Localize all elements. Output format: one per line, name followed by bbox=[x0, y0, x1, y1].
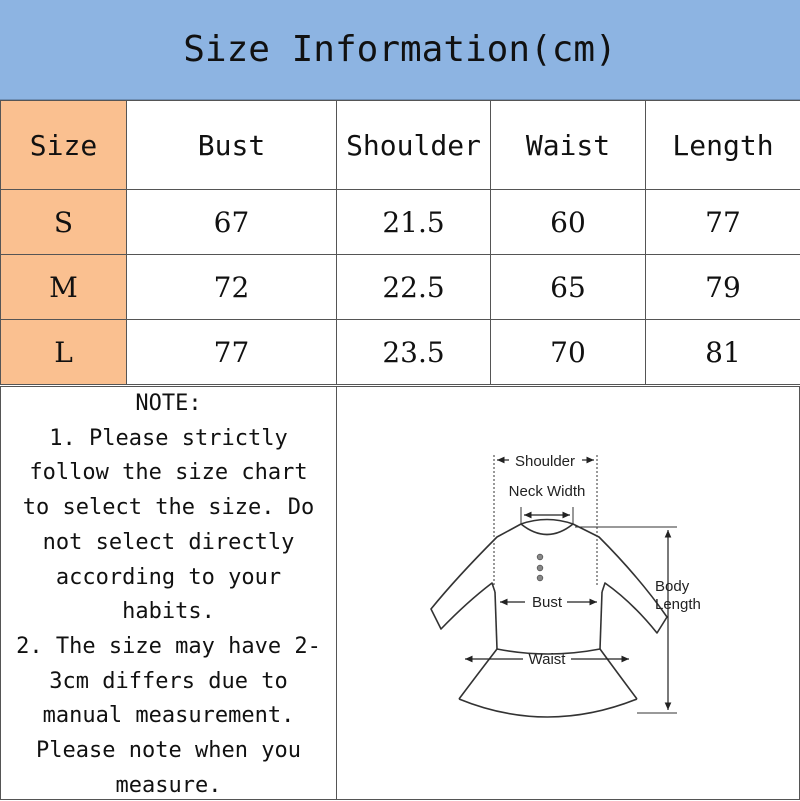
header-bust: Bust bbox=[127, 101, 337, 190]
neck-width-label: Neck Width bbox=[509, 483, 586, 500]
header-size: Size bbox=[1, 101, 127, 190]
length-cell: 79 bbox=[646, 255, 800, 320]
header-waist: Waist bbox=[491, 101, 646, 190]
bust-cell: 67 bbox=[127, 190, 337, 255]
neck-width-measure bbox=[509, 483, 586, 515]
shoulder-cell: 21.5 bbox=[337, 190, 491, 255]
note-line: habits. bbox=[1, 595, 336, 630]
button-dots bbox=[537, 554, 543, 581]
note-line: follow the size chart bbox=[1, 456, 336, 491]
table-row bbox=[1, 320, 800, 385]
bust-cell: 77 bbox=[127, 320, 337, 385]
shoulder-cell: 22.5 bbox=[337, 255, 491, 320]
waist-label: Waist bbox=[529, 651, 567, 668]
size-cell: S bbox=[1, 190, 127, 255]
table-header-row bbox=[1, 101, 800, 190]
note-heading: NOTE: bbox=[1, 387, 336, 422]
shoulder-cell: 23.5 bbox=[337, 320, 491, 385]
body-length-label-line1: Body bbox=[655, 578, 690, 595]
waist-cell: 70 bbox=[491, 320, 646, 385]
page-title: Size Information(cm) bbox=[0, 0, 800, 100]
note-line: Please note when you bbox=[1, 734, 336, 769]
shoulder-label: Shoulder bbox=[515, 453, 575, 470]
note-line: not select directly bbox=[1, 526, 336, 561]
header-length: Length bbox=[646, 101, 800, 190]
shoulder-measure bbox=[497, 453, 594, 470]
waist-cell: 65 bbox=[491, 255, 646, 320]
body-length-label-line2: Length bbox=[655, 596, 701, 613]
waist-cell: 60 bbox=[491, 190, 646, 255]
note-line: 3cm differs due to bbox=[1, 665, 336, 700]
header-shoulder: Shoulder bbox=[337, 101, 491, 190]
dress-outline bbox=[431, 520, 667, 718]
note-line: manual measurement. bbox=[1, 699, 336, 734]
note-line: according to your bbox=[1, 561, 336, 596]
note-panel bbox=[0, 386, 337, 800]
table-row bbox=[1, 255, 800, 320]
measurement-diagram-panel bbox=[336, 386, 800, 800]
dress-measurement-diagram bbox=[337, 387, 800, 801]
waist-measure bbox=[465, 651, 629, 668]
length-cell: 77 bbox=[646, 190, 800, 255]
bust-label: Bust bbox=[532, 594, 563, 611]
size-cell: L bbox=[1, 320, 127, 385]
size-table bbox=[0, 100, 800, 385]
length-cell: 81 bbox=[646, 320, 800, 385]
bust-cell: 72 bbox=[127, 255, 337, 320]
bust-measure bbox=[500, 594, 597, 611]
note-line: to select the size. Do bbox=[1, 491, 336, 526]
note-line: 2. The size may have 2- bbox=[1, 630, 336, 665]
size-cell: M bbox=[1, 255, 127, 320]
note-line: measure. bbox=[1, 769, 336, 800]
table-row bbox=[1, 190, 800, 255]
body-length-measure bbox=[655, 530, 701, 710]
note-line: 1. Please strictly bbox=[1, 422, 336, 457]
